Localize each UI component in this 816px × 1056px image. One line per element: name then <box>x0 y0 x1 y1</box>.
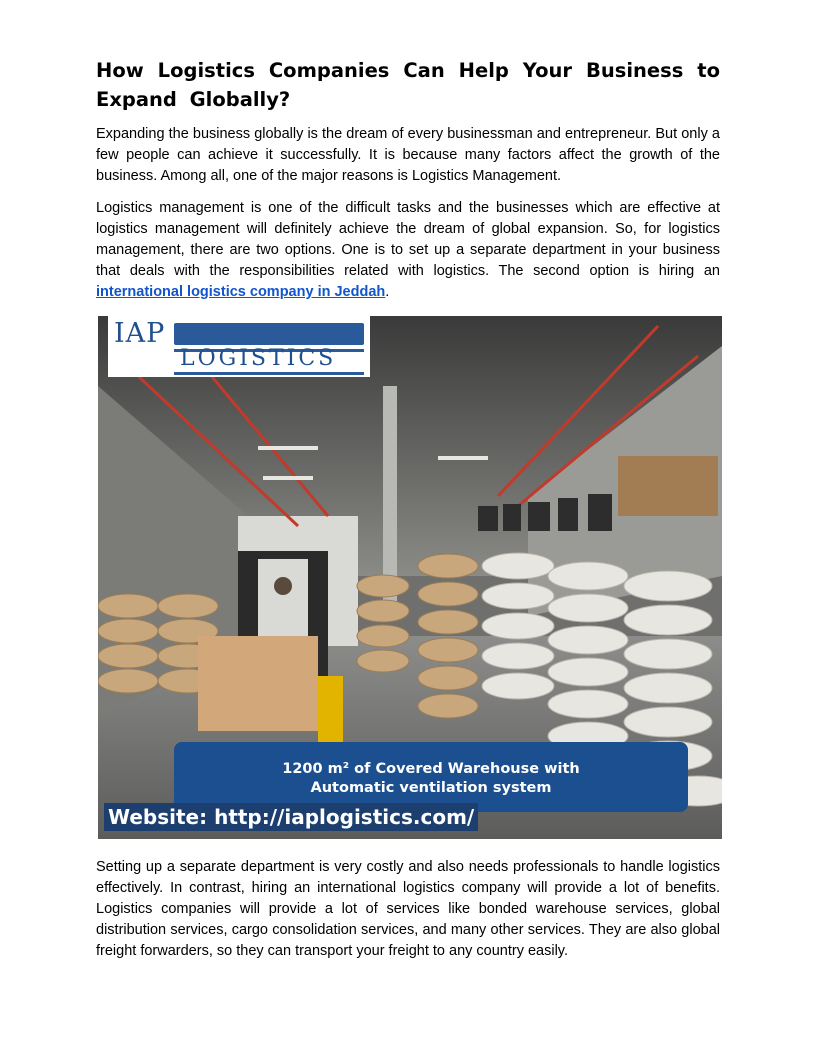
paragraph-2-text: Logistics management is one of the difficult tasks and the businesses which are effective at logistics management will definitely achieve the dream of global expansion. So, for logistics management, there are two options. One is to set up a separate department in your business that deals with the responsibilities related with logistics. The second option is hiring an <box>96 200 720 279</box>
paragraph-2-end: . <box>385 284 390 300</box>
logistics-company-link[interactable]: international logistics company in Jeddah <box>96 284 386 300</box>
paragraph-2 <box>96 198 720 303</box>
iap-logistics-logo <box>108 316 370 377</box>
logo-iap-text: IAP <box>114 318 166 349</box>
warehouse-banner <box>174 742 688 812</box>
paragraph-1: Expanding the business globally is the dream of every businessman and entrepreneur. But only a few people can achieve it successfully. It is because many factors affect the growth of the business. Among all, one of the major reasons is Logistics Management. <box>96 126 720 184</box>
article-title: How Logistics Companies Can Help Your Business to Expand Globally? <box>96 59 720 111</box>
banner-line-1: 1200 m² of Covered Warehouse with <box>282 761 580 777</box>
warehouse-photo <box>98 316 722 839</box>
logo-rule-bottom <box>174 372 364 375</box>
website-caption: Website: http://iaplogistics.com/ <box>104 803 478 831</box>
article <box>96 56 720 303</box>
logo-bar <box>174 323 364 345</box>
paragraph-3: Setting up a separate department is very costly and also needs professionals to handle logistics effectively. In contrast, hiring an international logistics company will provide a lot of benefits. Logistics companies will provide a lot of services like bonded warehouse services, global distribution services, cargo consolidation services, and many other services. They are also global freight forwarders, so they can transport your freight to any country easily. <box>96 859 720 959</box>
logo-logistics-text: LOGISTICS <box>180 346 337 371</box>
banner-line-2: Automatic ventilation system <box>310 780 552 796</box>
